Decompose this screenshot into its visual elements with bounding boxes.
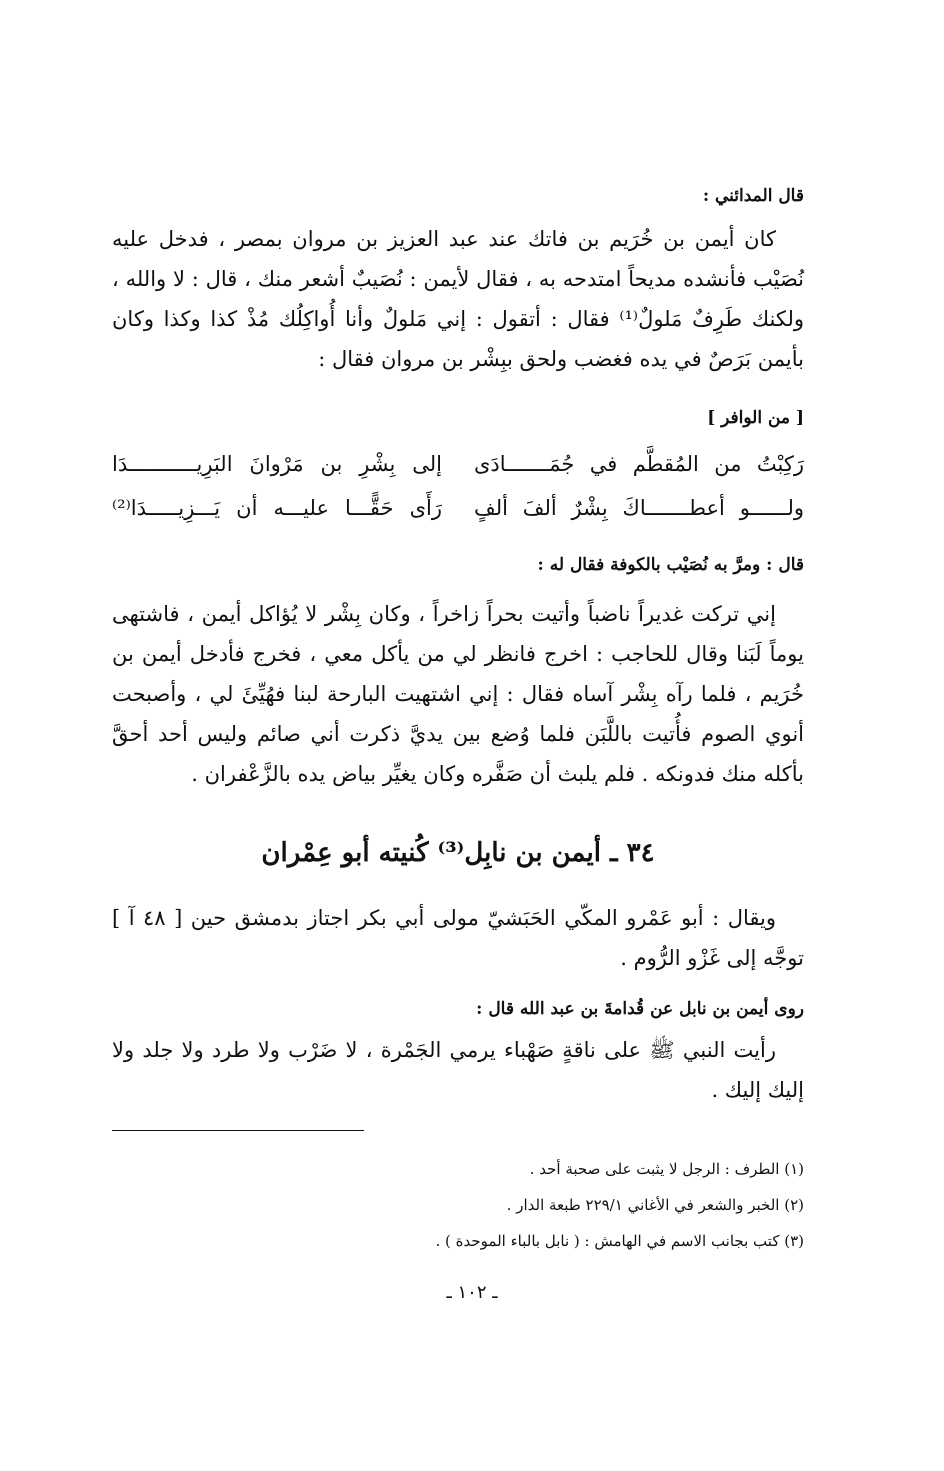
- verse-line-1: [112, 452, 804, 486]
- paragraph-4-text: رأيت النبي ﷺ على ناقةٍ صَهْباء يرمي الجَمْرة ، لا ضَرْب ولا طرد ولا جلد ولا إليك إليك .: [112, 1038, 804, 1102]
- paragraph-1: [112, 219, 804, 379]
- label-3: روى أيمن بن نابل عن قُدامةَ بن عبد الله قال :: [476, 999, 804, 1019]
- paragraph-3-text: ويقال : أبو عَمْرو المكّي الحَبَشيّ مولى أبي بكر اجتاز بدمشق حين [ ٤٨ آ ] توجَّه إلى غَزْو الرُّوم .: [112, 906, 804, 970]
- footnote-1: (١) الطرف : الرجل لا يثبت على صحبة أحد .: [529, 1160, 804, 1178]
- meter-label: [ من الوافر ]: [707, 408, 804, 428]
- page-number: ـ ١٠٢ ـ: [446, 1282, 498, 1303]
- verse-2-second-hemistich: رَأَى حَقًّـــا عليـــه أن يَـــزِيـــــدَا⁽²⁾: [112, 496, 442, 520]
- paragraph-1-text: كان أيمن بن خُرَيم بن فاتك عند عبد العزيز بن مروان بمصر ، فدخل عليه نُصَيْب فأنشده مديحاً امتدحه به ، فقال لأيمن : نُصَيبٌ أشعر منك ، قال : لا والله ، ولكنك طَرِفٌ مَلولٌ⁽¹⁾ فقال : أتقول : إني مَلولٌ وأنا أُواكِلُك مُذْ كذا وكذا وكان بأيمن بَرَصٌ في يده فغضب ولحق ببِشْر بن مروان فقال :: [112, 227, 804, 371]
- verse-1-second-hemistich: إلى بِشْرِ بن مَرْوانَ البَرِيـــــــــــدَا: [112, 452, 442, 476]
- footnote-2: (٢) الخبر والشعر في الأغاني ٢٢٩/١ طبعة الدار .: [506, 1196, 804, 1214]
- paragraph-2: [112, 594, 804, 794]
- intro-label: قال المدائني :: [702, 186, 804, 206]
- verse-line-2: [112, 496, 804, 530]
- section-title: ٣٤ ـ أيمن بن نابِل⁽³⁾ كُنيته أبو عِمْران: [261, 838, 655, 868]
- verse-1-first-hemistich: رَكِبْتُ من المُقطَّم في جُمَـــــــادَى: [474, 452, 804, 476]
- label-2: قال : ومرَّ به نُصَيْب بالكوفة فقال له :: [537, 555, 804, 575]
- footnote-divider: [112, 1130, 364, 1131]
- verse-2-first-hemistich: ولــــــو أعطـــــــاكَ بِشْرٌ ألفَ ألفٍ: [474, 496, 804, 520]
- paragraph-3: [112, 898, 804, 978]
- footnote-3: (٣) كتب بجانب الاسم في الهامش : ( نابل بالباء الموحدة ) .: [435, 1232, 804, 1250]
- paragraph-2-text: إني تركت غديراً ناضباً وأتيت بحراً زاخراً ، وكان بِشْر لا يُؤاكل أيمن ، فاشتهى يوماً لَبَنا وقال للحاجب : اخرج فانظر لي من يأكل معي ، فخرج فأدخل أيمن بن خُرَيم ، فلما رآه بِشْر آساه فقال : إني اشتهيت البارحة لبنا فهُيِّئَ لي ، وأصبحت أنوي الصوم فأُتيت باللَّبَن فلما وُضع بين يديَّ ذكرت أني صائم وليس أحد أحقَّ بأكله منك فدونكه . فلم يلبث أن صَفَّره وكان يغيِّر بياض يده بالزَّعْفران .: [112, 602, 804, 786]
- paragraph-4: [112, 1030, 804, 1110]
